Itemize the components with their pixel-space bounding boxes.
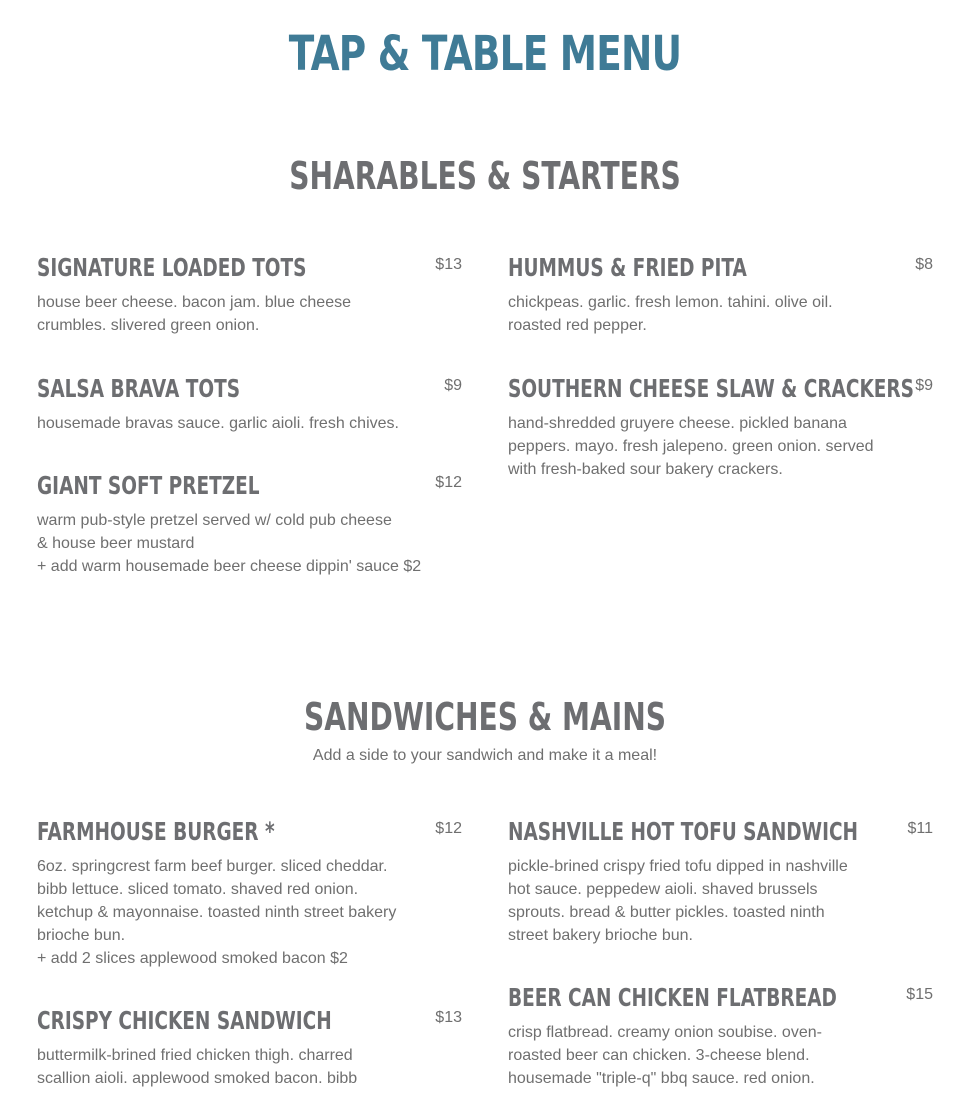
menu-item-name: CRISPY CHICKEN SANDWICH xyxy=(37,1006,332,1035)
menu-item-name: SALSA BRAVA TOTS xyxy=(37,374,241,403)
menu-item-price: $12 xyxy=(435,820,462,837)
menu-item-name: BEER CAN CHICKEN FLATBREAD xyxy=(508,983,837,1012)
menu-item-name: NASHVILLE HOT TOFU SANDWICH xyxy=(508,817,859,846)
menu-item-name: SOUTHERN CHEESE SLAW & CRACKERS xyxy=(508,374,915,403)
section-heading-sandwiches: SANDWICHES & MAINS xyxy=(303,695,667,739)
menu-item-name: FARMHOUSE BURGER * xyxy=(37,817,275,846)
menu-item-price: $11 xyxy=(907,820,933,837)
menu-item-description: 6oz. springcrest farm beef burger. sliced cheddar. bibb lettuce. sliced tomato. shaved red onion. ketchup & mayonnaise. toasted ninth street bakery brioche bun. + add 2 slices applewood smoked bacon $2 xyxy=(37,858,397,967)
menu-item-description: crisp flatbread. creamy onion soubise. oven- roasted beer can chicken. 3-cheese blend. housemade "triple-q" bbq sauce. red onion. xyxy=(508,1024,822,1087)
menu-item-price: $8 xyxy=(915,256,933,273)
menu-title: TAP & TABLE MENU xyxy=(288,26,682,82)
menu-item-signature-loaded-tots xyxy=(37,253,462,337)
menu-item-hummus-fried-pita xyxy=(508,253,933,337)
menu-item-farmhouse-burger xyxy=(37,817,462,970)
section-heading-sharables: SHARABLES & STARTERS xyxy=(289,154,681,198)
menu-item-description: hand-shredded gruyere cheese. pickled banana peppers. mayo. fresh jalepeno. green onion. served with fresh-baked sour bakery crackers. xyxy=(508,415,874,478)
menu-item-price: $13 xyxy=(435,1009,462,1026)
menu-item-description: house beer cheese. bacon jam. blue cheese crumbles. slivered green onion. xyxy=(37,294,351,334)
menu-item-description: housemade bravas sauce. garlic aioli. fresh chives. xyxy=(37,415,399,432)
menu-item-price: $9 xyxy=(915,377,933,394)
menu-item-giant-soft-pretzel xyxy=(37,471,462,578)
menu-item-price: $13 xyxy=(435,256,462,273)
menu-item-nashville-hot-tofu xyxy=(508,817,933,947)
menu-item-southern-cheese-slaw xyxy=(508,374,933,481)
menu-item-price: $9 xyxy=(444,377,462,394)
menu-item-beer-can-chicken-flatbread xyxy=(508,983,933,1090)
menu-item-description: chickpeas. garlic. fresh lemon. tahini. olive oil. roasted red pepper. xyxy=(508,294,833,334)
menu-item-description: pickle-brined crispy fried tofu dipped in nashville hot sauce. peppedew aioli. shaved brussels sprouts. bread & butter pickles. toasted ninth street bakery brioche bun. xyxy=(508,858,848,944)
menu-item-salsa-brava-tots xyxy=(37,374,462,435)
menu-item-name: HUMMUS & FRIED PITA xyxy=(508,253,747,282)
menu-item-description: warm pub-style pretzel served w/ cold pub cheese & house beer mustard + add warm housemade beer cheese dippin' sauce $2 xyxy=(37,512,422,575)
menu-item-price: $12 xyxy=(435,474,462,491)
menu-item-name: SIGNATURE LOADED TOTS xyxy=(37,253,307,282)
section-subtitle: Add a side to your sandwich and make it a meal! xyxy=(312,747,658,764)
menu-item-description: buttermilk-brined fried chicken thigh. charred scallion aioli. applewood smoked bacon. bibb xyxy=(37,1047,358,1087)
menu-item-crispy-chicken-sandwich xyxy=(37,1006,462,1090)
menu-item-name: GIANT SOFT PRETZEL xyxy=(37,471,260,500)
menu-item-price: $15 xyxy=(906,986,933,1003)
